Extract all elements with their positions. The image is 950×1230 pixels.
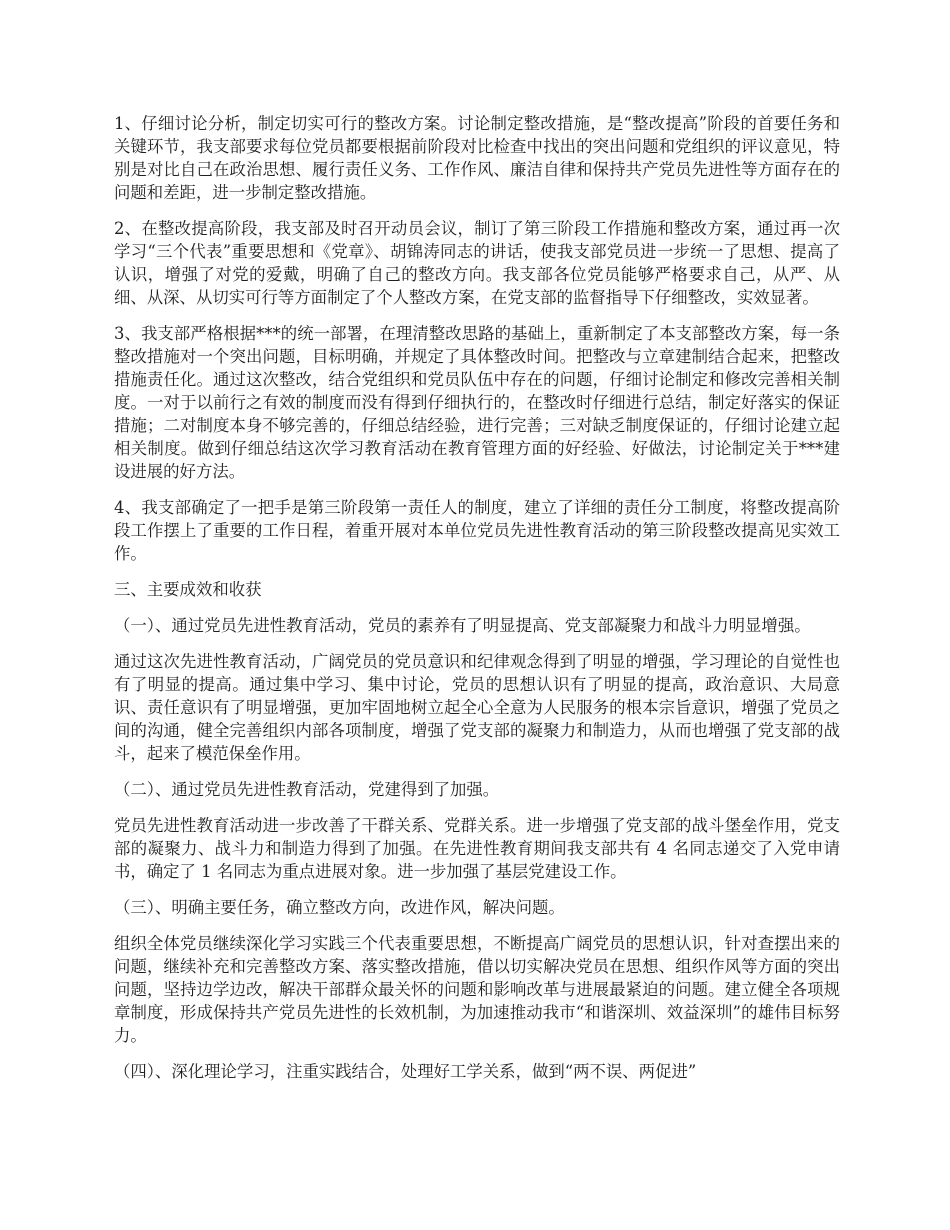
paragraph-results-3: 组织全体党员继续深化学习实践三个代表重要思想，不断提高广阔党员的思想认识，针对查摆出来的问题，继续补充和完善整改方案、落实整改措施，借以切实解决党员在思想、组织作风等方面的突出问题，坚持边学边改，解决干部群众最关怀的问题和影响改革与进展最紧迫的问题。建立健全各项规章制度，形成保持共产党员先进性的长效机制，为加速推动我市“和谐深圳、效益深圳”的雄伟目标努力。 [114, 934, 840, 1045]
paragraph-item-1: 1、仔细讨论分析，制定切实可行的整改方案。讨论制定整改措施，是“整改提高”阶段的首要任务和关键环节，我支部要求每位党员都要根据前阶段对比检查中找出的突出问题和党组织的评议意见，特别是对比自己在政治思想、履行责任义务、工作作风、廉洁自律和保持共产党员先进性等方面存在的问题和差距，进一步制定整改措施。 [114, 114, 840, 202]
paragraph-item-2: 2、在整改提高阶段，我支部及时召开动员会议，制订了第三阶段工作措施和整改方案，通过再一次学习“三个代表”重要思想和《党章》、胡锦涛同志的讲话，使我支部党员进一步统一了思想、提高了认识，增强了对党的爱戴，明确了自己的整改方向。我支部各位党员能够严格要求自己，从严、从细、从深、从切实可行等方面制定了个人整改方案，在党支部的监督指导下仔细整改，实效显著。 [114, 219, 840, 307]
subheading-1: （一）、通过党员先进性教育活动，党员的素养有了明显提高、党支部凝聚力和战斗力明显增强。 [114, 616, 811, 635]
subheading-4: （四）、深化理论学习，注重实践结合，处理好工学关系，做到“两不误、两促进” [114, 1062, 697, 1081]
paragraph-item-4: 4、我支部确定了一把手是第三阶段第一责任人的制度，建立了详细的责任分工制度，将整改提高阶段工作摆上了重要的工作日程，着重开展对本单位党员先进性教育活动的第三阶段整改提高见实效工作。 [114, 498, 840, 563]
paragraph-item-3: 3、我支部严格根据***的统一部署，在理清整改思路的基础上，重新制定了本支部整改方案，每一条整改措施对一个突出问题，目标明确，并规定了具体整改时间。把整改与立章建制结合起来，把整改措施责任化。通过这次整改，结合党组织和党员队伍中存在的问题，仔细讨论制定和修改完善相关制度。一对于以前行之有效的制度而没有得到仔细执行的，在整改时仔细进行总结，制定好落实的保证措施；二对制度本身不够完善的，仔细总结经验，进行完善；三对缺乏制度保证的，仔细讨论建立起相关制度。做到仔细总结这次学习教育活动在教育管理方面的好经验、好做法，讨论制定关于***建设进展的好方法。 [114, 324, 840, 481]
subheading-3: （三）、明确主要任务，确立整改方向，改进作风，解决问题。 [114, 898, 565, 917]
paragraph-results-1: 通过这次先进性教育活动，广阔党员的党员意识和纪律观念得到了明显的增强，学习理论的自觉性也有了明显的提高。通过集中学习、集中讨论，党员的思想认识有了明显的提高，政治意识、大局意识、责任意识有了明显增强，更加牢固地树立起全心全意为人民服务的根本宗旨意识，增强了党员之间的沟通，健全完善组织内部各项制度，增强了党支部的凝聚力和制造力，从而也增强了党支部的战斗，起来了模范保垒作用。 [114, 652, 840, 763]
document-body [114, 112, 840, 1096]
section-heading-results: 三、主要成效和收获 [114, 580, 262, 599]
paragraph-results-2: 党员先进性教育活动进一步改善了干群关系、党群关系。进一步增强了党支部的战斗堡垒作用，党支部的凝聚力、战斗力和制造力得到了加强。在先进性教育期间我支部共有 4 名同志递交了入党申请书，确定了 1 名同志为重点进展对象。进一步加强了基层党建设工作。 [114, 816, 840, 881]
subheading-2: （二）、通过党员先进性教育活动，党建得到了加强。 [114, 780, 500, 799]
